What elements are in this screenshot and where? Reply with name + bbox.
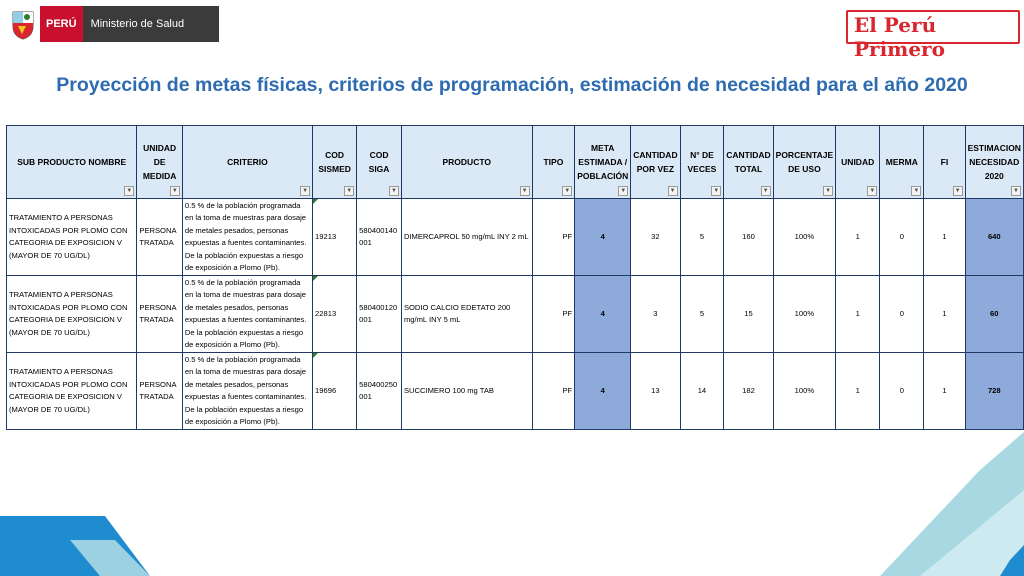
filter-dropdown-icon[interactable]: ▼ xyxy=(911,186,921,196)
cell-unidad-medida[interactable]: PERSONA TRATADA xyxy=(137,353,182,430)
el-peru-primero-logo xyxy=(846,10,1018,61)
filter-dropdown-icon[interactable]: ▼ xyxy=(823,186,833,196)
cell-criterio[interactable]: 0.5 % de la población programada en la toma de muestras para dosaje de metales pesados, personas expuestas a fuentes contaminantes. De la población expuestas a riesgo de exposición a Plomo (Pb). xyxy=(182,199,312,276)
cell-criterio[interactable]: 0.5 % de la población programada en la toma de muestras para dosaje de metales pesados, personas expuestas a fuentes contaminantes. De la población expuestas a riesgo de exposición a Plomo (Pb). xyxy=(182,276,312,353)
col-header[interactable]: ESTIMACION NECESIDAD 2020 ▼ xyxy=(965,126,1023,199)
table-row xyxy=(7,353,1024,430)
cell-veces[interactable]: 5 xyxy=(680,276,724,353)
cell-sub-producto[interactable]: TRATAMIENTO A PERSONAS INTOXICADAS POR PLOMO CON CATEGORIA DE EXPOSICION V (MAYOR DE 70 UG/DL) xyxy=(7,276,137,353)
cell-cantidad-vez[interactable]: 3 xyxy=(631,276,680,353)
cell-porcentaje[interactable]: 100% xyxy=(773,276,835,353)
table-row xyxy=(7,199,1024,276)
cell-porcentaje[interactable]: 100% xyxy=(773,199,835,276)
cell-unidad-medida[interactable]: PERSONA TRATADA xyxy=(137,276,182,353)
cell-estimacion[interactable]: 60 xyxy=(965,276,1023,353)
cell-cod-sismed[interactable]: 22813 xyxy=(313,276,357,353)
filter-dropdown-icon[interactable]: ▼ xyxy=(761,186,771,196)
col-header[interactable]: CANTIDAD TOTAL ▼ xyxy=(724,126,773,199)
peru-label: PERÚ xyxy=(40,6,83,42)
cell-porcentaje[interactable]: 100% xyxy=(773,353,835,430)
cell-meta[interactable]: 4 xyxy=(575,276,631,353)
cell-cod-sismed[interactable]: 19696 xyxy=(313,353,357,430)
ministry-label: Ministerio de Salud xyxy=(83,6,219,42)
col-header[interactable]: MERMA ▼ xyxy=(880,126,924,199)
coat-of-arms-icon xyxy=(6,6,40,42)
cell-sub-producto[interactable]: TRATAMIENTO A PERSONAS INTOXICADAS POR PLOMO CON CATEGORIA DE EXPOSICION V (MAYOR DE 70 UG/DL) xyxy=(7,353,137,430)
col-header[interactable]: SUB PRODUCTO NOMBRE ▼ xyxy=(7,126,137,199)
page-title: Proyección de metas físicas, criterios de programación, estimación de necesidad para el año 2020 xyxy=(56,74,968,96)
col-header[interactable]: UNIDAD ▼ xyxy=(836,126,880,199)
cell-cod-sismed[interactable]: 19213 xyxy=(313,199,357,276)
col-header[interactable]: COD SIGA ▼ xyxy=(357,126,402,199)
filter-dropdown-icon[interactable]: ▼ xyxy=(562,186,572,196)
cell-merma[interactable]: 0 xyxy=(880,353,924,430)
filter-dropdown-icon[interactable]: ▼ xyxy=(618,186,628,196)
cell-fi[interactable]: 1 xyxy=(924,353,965,430)
filter-dropdown-icon[interactable]: ▼ xyxy=(300,186,310,196)
cell-tipo[interactable]: PF xyxy=(532,199,575,276)
col-header[interactable]: CRITERIO ▼ xyxy=(182,126,312,199)
cell-producto[interactable]: DIMERCAPROL 50 mg/mL INY 2 mL xyxy=(401,199,532,276)
cell-cantidad-vez[interactable]: 32 xyxy=(631,199,680,276)
cell-cantidad-total[interactable]: 15 xyxy=(724,276,773,353)
filter-dropdown-icon[interactable]: ▼ xyxy=(953,186,963,196)
cell-unidad[interactable]: 1 xyxy=(836,276,880,353)
cell-meta[interactable]: 4 xyxy=(575,199,631,276)
col-header[interactable]: TIPO ▼ xyxy=(532,126,575,199)
cell-tipo[interactable]: PF xyxy=(532,353,575,430)
cell-cantidad-vez[interactable]: 13 xyxy=(631,353,680,430)
filter-dropdown-icon[interactable]: ▼ xyxy=(711,186,721,196)
col-header[interactable]: META ESTIMADA / POBLACIÓN ▼ xyxy=(575,126,631,199)
col-header[interactable]: COD SISMED ▼ xyxy=(313,126,357,199)
cell-cantidad-total[interactable]: 182 xyxy=(724,353,773,430)
brand-logo-text: El Perú Primero xyxy=(854,13,945,61)
cell-fi[interactable]: 1 xyxy=(924,276,965,353)
filter-dropdown-icon[interactable]: ▼ xyxy=(668,186,678,196)
cell-cod-siga[interactable]: 580400250 001 xyxy=(357,353,402,430)
cell-unidad[interactable]: 1 xyxy=(836,199,880,276)
col-header[interactable]: PORCENTAJE DE USO ▼ xyxy=(773,126,835,199)
filter-active-icon[interactable]: ▼ xyxy=(124,186,134,196)
cell-veces[interactable]: 14 xyxy=(680,353,724,430)
filter-dropdown-icon[interactable]: ▼ xyxy=(389,186,399,196)
col-header[interactable]: CANTIDAD POR VEZ ▼ xyxy=(631,126,680,199)
filter-dropdown-icon[interactable]: ▼ xyxy=(520,186,530,196)
cell-merma[interactable]: 0 xyxy=(880,199,924,276)
needs-estimation-table xyxy=(6,125,1024,430)
col-header[interactable]: N° DE VECES ▼ xyxy=(680,126,724,199)
filter-dropdown-icon[interactable]: ▼ xyxy=(1011,186,1021,196)
cell-criterio[interactable]: 0.5 % de la población programada en la toma de muestras para dosaje de metales pesados, personas expuestas a fuentes contaminantes. De la población expuestas a riesgo de exposición a Plomo (Pb). xyxy=(182,353,312,430)
table-header-row xyxy=(7,126,1024,199)
cell-meta[interactable]: 4 xyxy=(575,353,631,430)
cell-unidad[interactable]: 1 xyxy=(836,353,880,430)
filter-dropdown-icon[interactable]: ▼ xyxy=(170,186,180,196)
cell-unidad-medida[interactable]: PERSONA TRATADA xyxy=(137,199,182,276)
cell-veces[interactable]: 5 xyxy=(680,199,724,276)
cell-estimacion[interactable]: 728 xyxy=(965,353,1023,430)
table-row xyxy=(7,276,1024,353)
cell-fi[interactable]: 1 xyxy=(924,199,965,276)
cell-cod-siga[interactable]: 580400140 001 xyxy=(357,199,402,276)
cell-estimacion[interactable]: 640 xyxy=(965,199,1023,276)
cell-producto[interactable]: SUCCIMERO 100 mg TAB xyxy=(401,353,532,430)
cell-tipo[interactable]: PF xyxy=(532,276,575,353)
filter-dropdown-icon[interactable]: ▼ xyxy=(867,186,877,196)
col-header[interactable]: PRODUCTO ▼ xyxy=(401,126,532,199)
col-header[interactable]: UNIDAD DE MEDIDA ▼ xyxy=(137,126,182,199)
cell-cod-siga[interactable]: 580400120 001 xyxy=(357,276,402,353)
minsa-logo xyxy=(6,6,219,42)
filter-dropdown-icon[interactable]: ▼ xyxy=(344,186,354,196)
cell-producto[interactable]: SODIO CALCIO EDETATO 200 mg/mL INY 5 mL xyxy=(401,276,532,353)
cell-cantidad-total[interactable]: 160 xyxy=(724,199,773,276)
col-header[interactable]: FI ▼ xyxy=(924,126,965,199)
cell-merma[interactable]: 0 xyxy=(880,276,924,353)
cell-sub-producto[interactable]: TRATAMIENTO A PERSONAS INTOXICADAS POR PLOMO CON CATEGORIA DE EXPOSICION V (MAYOR DE 70 UG/DL) xyxy=(7,199,137,276)
